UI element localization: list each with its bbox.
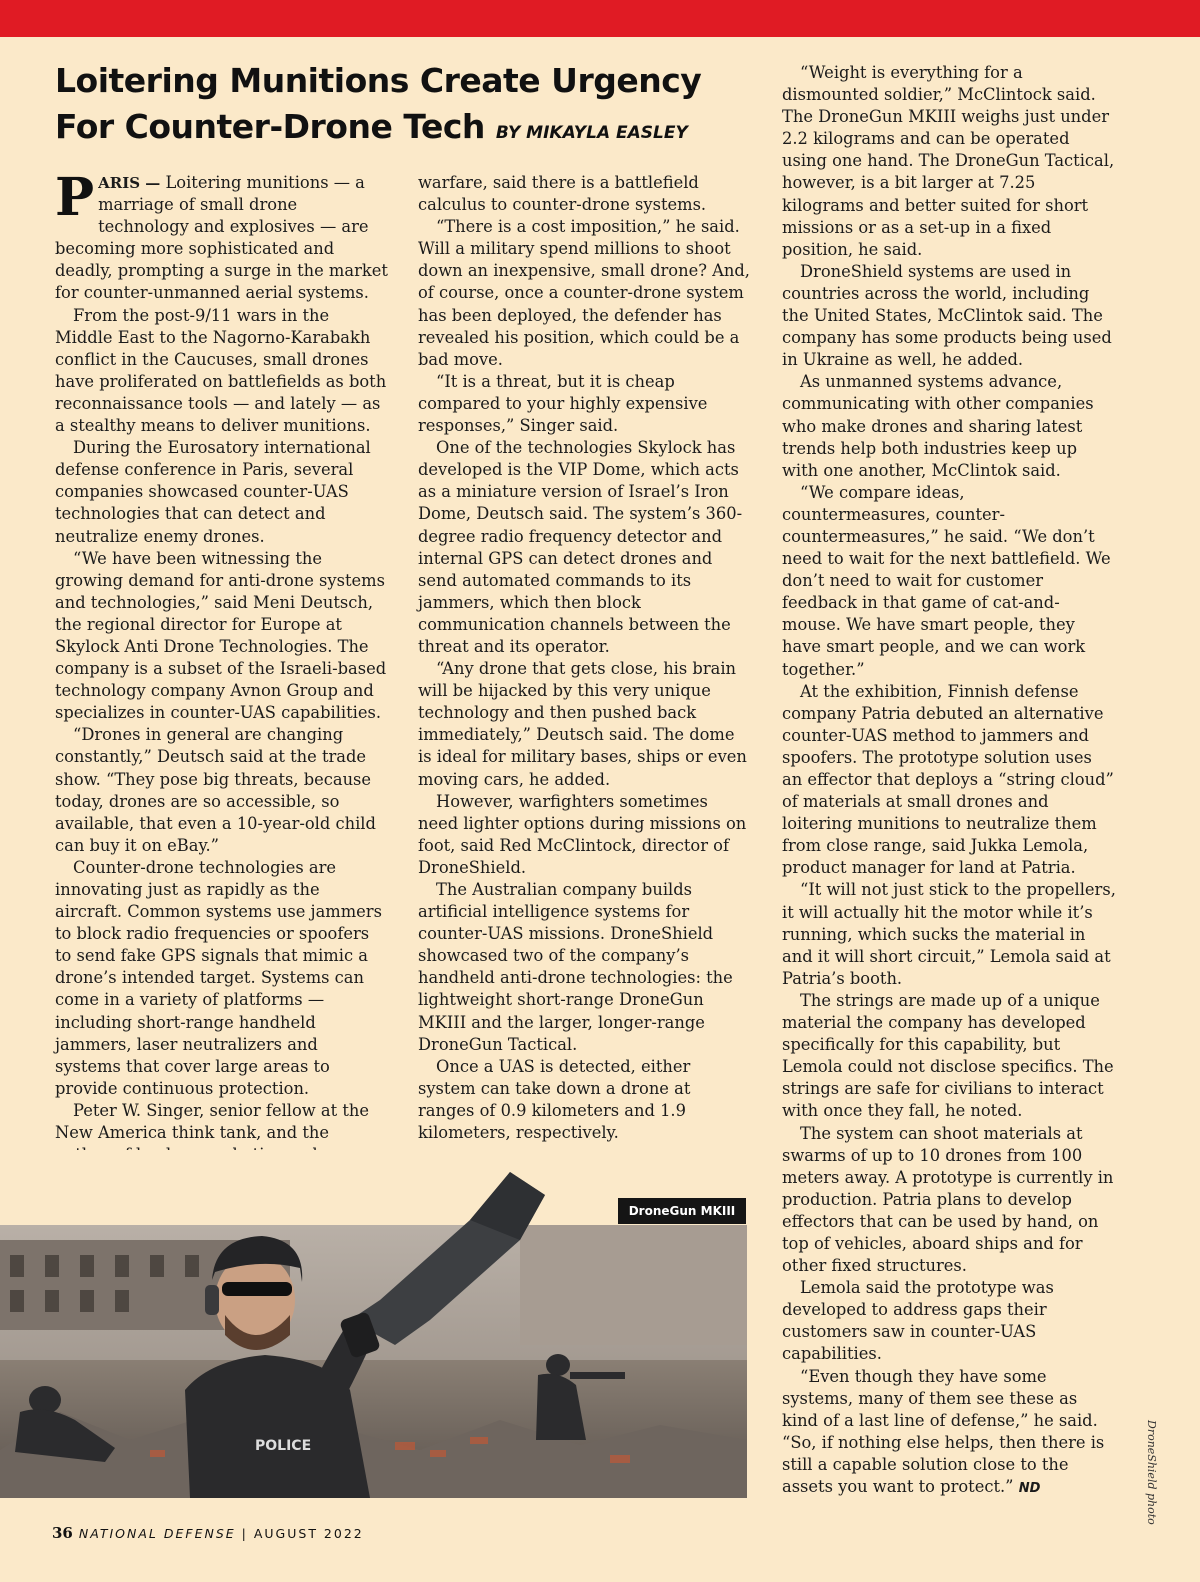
paragraph: “We compare ideas, countermeasures, counter-countermeasures,” he said. “We don’t need to wait for the next battlefield. We don’t need to wait for customer feedback in that game of cat-and-mouse. We have smart people, they have smart people, and we can work together.” xyxy=(782,482,1111,679)
photo-caption: DroneGun MKIII xyxy=(618,1198,746,1224)
publication-name: NATIONAL DEFENSE xyxy=(78,1526,236,1541)
article-column-1 xyxy=(55,167,388,1166)
drop-cap: P xyxy=(55,167,95,228)
article-column-3 xyxy=(782,62,1117,1500)
dateline: ARIS — xyxy=(98,174,161,192)
byline: BY MIKAYLA EASLEY xyxy=(495,123,688,143)
paragraph: Peter W. Singer, senior fellow at the New America think tank, and the xyxy=(55,1100,370,1143)
paragraph: “It will not just stick to the propellers, it will actually hit the motor while it’s running, which sucks the material in and it will short circuit,” Lemola said at Patria’s booth. xyxy=(782,880,1116,988)
paragraph: The Australian company builds artificial intelligence systems for counter-UAS missions. DroneShield showcased two of the company’s handheld anti-drone technologies: the lightweight short-range DroneGun MKIII and the larger, longer-range DroneGun Tactical. xyxy=(418,880,733,1054)
paragraph: During the Eurosatory international defense conference in Paris, several companies showcased counter-UAS technologies that can detect and neutralize enemy drones. xyxy=(55,438,371,546)
page-footer xyxy=(52,1524,364,1542)
end-mark: ND xyxy=(1018,1481,1041,1496)
lead-text: Loitering munitions — a marriage of small drone technology and explosives — are becoming more sophisticated and deadly, prompting a surge in the market for counter-unmanned aerial systems. xyxy=(55,173,388,303)
paragraph: At the exhibition, Finnish defense company Patria debuted an alternative counter-UAS method to jammers and spoofers. The prototype solution uses an effector that deploys a “string cloud” of materials at small drones and loitering munitions to neutralize them from close range, said Jukka Lemola, product manager for land at Patria. xyxy=(782,681,1114,878)
photo-credit: DroneShield photo xyxy=(1145,1420,1158,1525)
paragraph: As unmanned systems advance, communicating with other companies who make drones and sharing latest trends help both industries keep up with one another, McClintok said. xyxy=(782,372,1094,480)
paragraph: “It is a threat, but it is cheap compared to your highly expensive responses,” Singer said. xyxy=(418,371,708,436)
lead-paragraph xyxy=(55,167,388,305)
vest-label: POLICE xyxy=(255,1438,312,1454)
paragraph-continued: warfare, said there is a battlefield calculus to counter-drone systems. xyxy=(418,173,707,215)
paragraph: From the post-9/11 wars in the Middle East to the Nagorno-Karabakh conflict in the Caucuses, small drones have proliferated on battlefields as both reconnaissance tools — and lately — as a stealthy means to deliver munitions. xyxy=(55,305,387,436)
paragraph: “There is a cost imposition,” he said. Will a military spend millions to shoot down an inexpensive, small drone? And, of course, once a counter-drone system has been deployed, the defender has revealed his position, which could be a bad move. xyxy=(418,217,750,369)
page-number: 36 xyxy=(52,1524,73,1542)
paragraph: Lemola said the prototype was developed to address gaps their customers saw in counter-UAS capabilities. xyxy=(782,1278,1054,1364)
footer-separator: | xyxy=(241,1526,248,1541)
top-red-bar xyxy=(0,0,1200,37)
paragraph: Once a UAS is detected, either system can take down a drone at ranges of 0.9 kilometers and 1.9 kilometers, respectively. xyxy=(418,1056,691,1143)
headline xyxy=(55,58,755,156)
article-photo xyxy=(0,1150,747,1498)
paragraph: “Weight is everything for a dismounted soldier,” McClintock said. The DroneGun MKIII weighs just under 2.2 kilograms and can be operated using one hand. The DroneGun Tactical, however, is a bit larger at 7.25 kilograms and better suited for short missions or as a set-up in a fixed position, he said. xyxy=(782,63,1115,259)
paragraph: “Drones in general are changing constantly,” Deutsch said at the trade show. “They pose big threats, because today, drones are so accessible, so available, that even a 10-year-old child can buy it on eBay.” xyxy=(55,725,376,855)
paragraph: One of the technologies Skylock has developed is the VIP Dome, which acts as a miniature version of Israel’s Iron Dome, Deutsch said. The system’s 360-degree radio frequency detector and internal GPS can detect drones and send automated commands to its jammers, which then block communication channels between the threat and its operator. xyxy=(418,438,743,656)
paragraph: DroneShield systems are used in countries across the world, including the United States, McClintok said. The company has some products being used in Ukraine as well, he added. xyxy=(782,261,1112,370)
paragraph: Counter-drone technologies are innovating just as rapidly as the aircraft. Common systems use jammers to block radio frequencies or spoofers to send fake GPS signals that mimic a drone’s intended target. Systems can come in a variety of platforms — including short-range handheld jammers, laser neutralizers and systems that cover large areas to provide continuous protection. xyxy=(55,857,382,1098)
paragraph: However, warfighters sometimes need lighter options during missions on foot, said Red McClintock, director of DroneShield. xyxy=(418,791,747,877)
paragraph: The system can shoot materials at swarms of up to 10 drones from 100 meters away. A prototype is currently in production. Patria plans to develop effectors that can be used by hand, on top of vehicles, aboard ships and for other fixed structures. xyxy=(782,1123,1114,1276)
paragraph: “Any drone that gets close, his brain will be hijacked by this very unique technology and then pushed back immediately,” Deutsch said. The dome is ideal for military bases, ships or even moving cars, he added. xyxy=(418,659,747,789)
paragraph: The strings are made up of a unique material the company has developed specifically for this capability, but Lemola could not disclose specifics. The strings are safe for civilians to interact with once they fall, he noted. xyxy=(782,990,1114,1121)
issue-date: AUGUST 2022 xyxy=(253,1526,364,1541)
paragraph: “We have been witnessing the growing demand for anti-drone systems and technologies,” said Meni Deutsch, the regional director for Europe at Skylock Anti Drone Technologies. The company is a subset of the Israeli-based technology company Avnon Group and specializes in counter-UAS capabilities. xyxy=(55,548,387,723)
headline-text: Loitering Munitions Create Urgency For Counter-Drone Tech xyxy=(55,61,702,146)
final-text: “Even though they have some systems, many of them see these as kind of a last line of defense,” he said. “So, if nothing else helps, then there is still a capable solution close to the assets you want to protect.” xyxy=(782,1366,1105,1496)
final-paragraph xyxy=(782,1366,1117,1501)
article-column-2 xyxy=(418,172,751,1144)
